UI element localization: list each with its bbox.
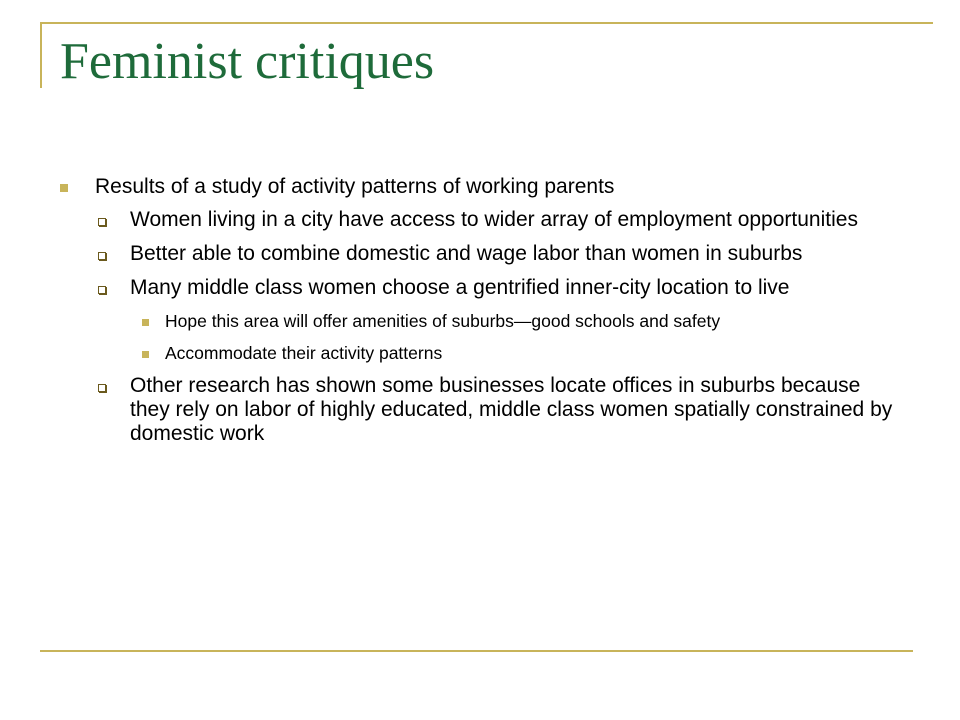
- sub-bullet-item: [58, 242, 898, 266]
- square-bullet-icon: [142, 351, 149, 358]
- bullet-text: Better able to combine domestic and wage labor than women in suburbs: [130, 242, 803, 265]
- bullet-list: [58, 174, 898, 456]
- frame-top-rule: [40, 22, 933, 24]
- sub-sub-bullet-item: [58, 342, 898, 364]
- square-bullet-icon: [142, 319, 149, 326]
- box-bullet-icon: [98, 384, 106, 392]
- sub-sub-bullet-item: [58, 310, 898, 332]
- sub-bullet-item: [58, 276, 898, 300]
- square-bullet-icon: [60, 184, 68, 192]
- frame-left-rule: [40, 22, 42, 88]
- frame-bottom-rule: [40, 650, 913, 652]
- slide-title: Feminist critiques: [60, 33, 435, 90]
- box-bullet-icon: [98, 252, 106, 260]
- sub-bullet-item: [58, 374, 898, 446]
- bullet-item: [58, 174, 898, 199]
- sub-bullet-item: [58, 208, 898, 232]
- bullet-text: Many middle class women choose a gentrified inner-city location to live: [130, 276, 790, 299]
- box-bullet-icon: [98, 218, 106, 226]
- bullet-text: Women living in a city have access to wider array of employment opportunities: [130, 208, 858, 231]
- box-bullet-icon: [98, 286, 106, 294]
- bullet-text: Other research has shown some businesses locate offices in suburbs because they rely on labor of highly educated, middle class women spatially constrained by domestic work: [130, 374, 893, 445]
- bullet-text: Results of a study of activity patterns of working parents: [95, 175, 615, 198]
- bullet-text: Hope this area will offer amenities of suburbs—good schools and safety: [165, 311, 721, 331]
- bullet-text: Accommodate their activity patterns: [165, 343, 443, 363]
